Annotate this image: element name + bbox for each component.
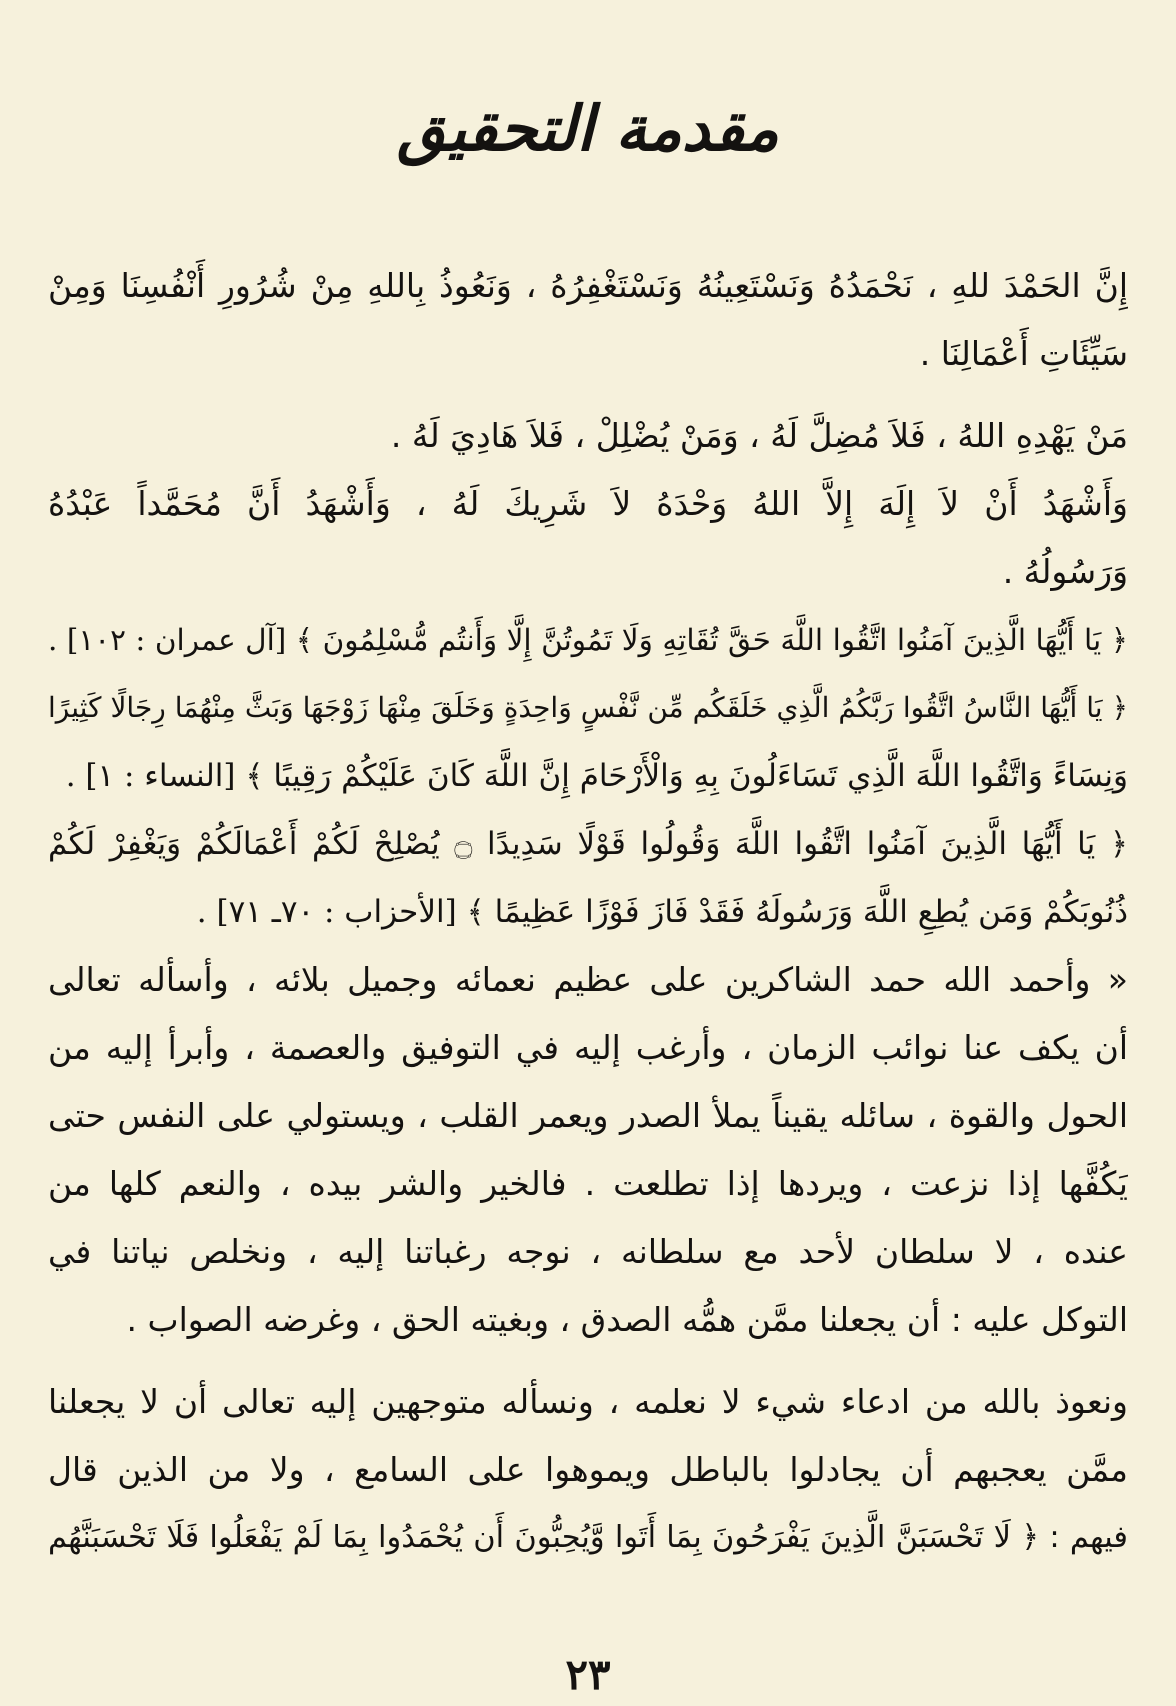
text-line: التوكل عليه : أن يجعلنا ممَّن همُّه الصدق ، وبغيته الحق ، وغرضه الصواب . bbox=[126, 1300, 1128, 1339]
text-line: ونعوذ بالله من ادعاء شيء لا نعلمه ، ونسأله متوجهين إليه تعالى أن لا يجعلنا bbox=[48, 1382, 1128, 1421]
text-line: « وأحمد الله حمد الشاكرين على عظيم نعمائه وجميل بلائه ، وأسأله تعالى bbox=[48, 960, 1128, 999]
quran-verse-line: ﴿ يَا أَيُّهَا الَّذِينَ آمَنُوا اتَّقُوا اللَّهَ حَقَّ تُقَاتِهِ وَلَا تَمُوتُنَّ إِلَّا وَأَنتُم مُّسْلِمُونَ ﴾ [آل عمران : ١٠٢] . bbox=[48, 623, 1128, 657]
quran-verse-line: ﴿ يَا أَيُّهَا الَّذِينَ آمَنُوا اتَّقُوا اللَّهَ وَقُولُوا قَوْلًا سَدِيدًا ۝ يُصْلِحْ لَكُمْ أَعْمَالَكُمْ وَيَغْفِرْ لَكُمْ bbox=[48, 826, 1128, 862]
text-line: سَيِّئَاتِ أَعْمَالِنَا . bbox=[919, 334, 1128, 373]
page-number: ٢٣ bbox=[565, 1650, 611, 1699]
body-text bbox=[48, 252, 1128, 1572]
quran-verse-line: ذُنُوبَكُمْ وَمَن يُطِعِ اللَّهَ وَرَسُولَهُ فَقَدْ فَازَ فَوْزًا عَظِيمًا ﴾ [الأحزاب : ٧٠ـ ٧١] . bbox=[196, 894, 1128, 930]
text-line: الحول والقوة ، سائله يقيناً يملأ الصدر ويعمر القلب ، ويستولي على النفس حتى bbox=[48, 1096, 1128, 1135]
text-line: يَكُفَّها إذا نزعت ، ويردها إذا تطلعت . فالخير والشر بيده ، والنعم كلها من bbox=[48, 1164, 1128, 1203]
quran-verse-line: وَنِسَاءً وَاتَّقُوا اللَّهَ الَّذِي تَسَاءَلُونَ بِهِ وَالْأَرْحَامَ إِنَّ اللَّهَ كَانَ عَلَيْكُمْ رَقِيبًا ﴾ [النساء : ١] . bbox=[65, 758, 1128, 794]
text-line: أن يكف عنا نوائب الزمان ، وأرغب إليه في التوفيق والعصمة ، وأبرأ إليه من bbox=[48, 1028, 1128, 1067]
quran-verse-line: ﴿ يَا أَيُّهَا النَّاسُ اتَّقُوا رَبَّكُمُ الَّذِي خَلَقَكُم مِّن نَّفْسٍ وَاحِدَةٍ وَخَلَقَ مِنْهَا زَوْجَهَا وَبَثَّ مِنْهُمَا رِجَالًا كَثِيرًا bbox=[48, 691, 1128, 724]
text-line: عنده ، لا سلطان لأحد مع سلطانه ، نوجه رغباتنا إليه ، ونخلص نياتنا في bbox=[48, 1232, 1128, 1271]
text-line: وَأَشْهَدُ أَنْ لاَ إِلَهَ إِلاَّ اللهُ وَحْدَهُ لاَ شَرِيكَ لَهُ ، وَأَشْهَدُ أَنَّ مُحَمَّداً عَبْدُهُ bbox=[48, 484, 1128, 523]
text-line: فيهم : ﴿ لَا تَحْسَبَنَّ الَّذِينَ يَفْرَحُونَ بِمَا أَتَوا وَّيُحِبُّونَ أَن يُحْمَدُوا بِمَا لَمْ يَفْعَلُوا فَلَا تَحْسَبَنَّهُم bbox=[48, 1520, 1128, 1555]
text-line: وَرَسُولُهُ . bbox=[1002, 552, 1128, 591]
text-line: إِنَّ الحَمْدَ للهِ ، نَحْمَدُهُ وَنَسْتَعِينُهُ وَنَسْتَغْفِرُهُ ، وَنَعُوذُ بِاللهِ مِنْ شُرُورِ أَنْفُسِنَا وَمِنْ bbox=[48, 266, 1128, 305]
text-line: ممَّن يعجبهم أن يجادلوا بالباطل ويموهوا على السامع ، ولا من الذين قال bbox=[48, 1450, 1128, 1489]
page-title: مقدمة التحقيق bbox=[397, 92, 779, 165]
text-line: مَنْ يَهْدِهِ اللهُ ، فَلاَ مُضِلَّ لَهُ ، وَمَنْ يُضْلِلْ ، فَلاَ هَادِيَ لَهُ . bbox=[390, 416, 1128, 455]
